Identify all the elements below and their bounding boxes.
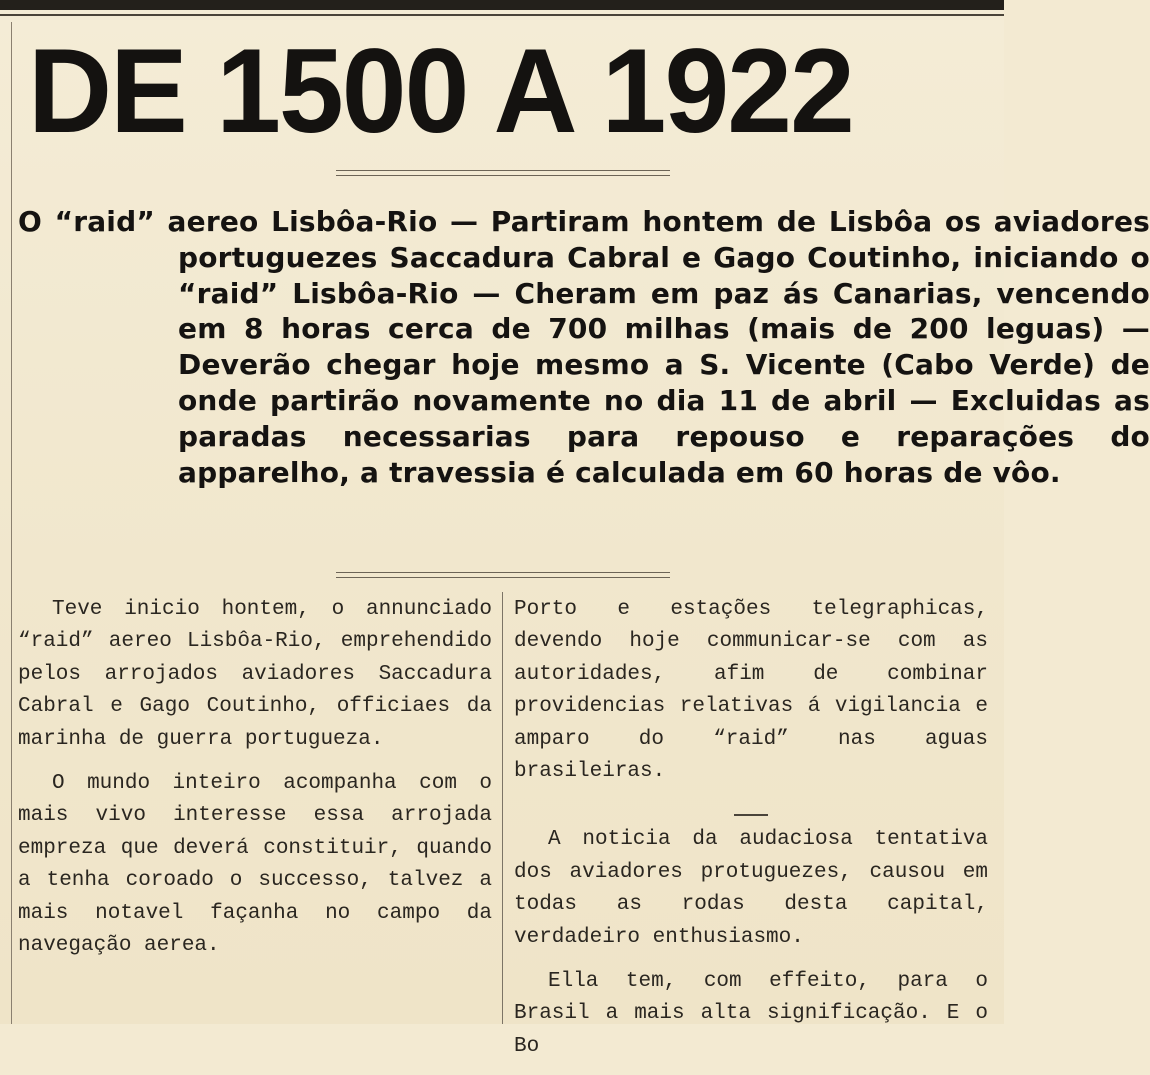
headline-separator-rule <box>336 170 670 176</box>
deck-separator-rule <box>336 572 670 578</box>
left-column-rule <box>11 22 12 1024</box>
article-paragraph: A noticia da audaciosa tentativa dos aviadores protuguezes, causou em todas as rodas desta capital, verdadeiro enthusiasmo. <box>514 828 988 949</box>
article-paragraph: Porto e estações telegraphicas, devendo hoje communicar-se com as autoridades, afim de combinar providencias relativas á vigilancia e amparo do “raid” nas aguas brasileiras. <box>514 598 988 784</box>
article-paragraph: O mundo inteiro acompanha com o mais vivo interesse essa arrojada empreza que deverá constituir, quando a tenha coroado o successo, talvez a mais notavel façanha no campo da navegação aerea. <box>18 772 492 958</box>
article-paragraph: Teve inicio hontem, o annunciado “raid” aereo Lisbôa-Rio, emprehendido pelos arrojados aviadores Saccadura Cabral e Gago Coutinho, officiaes da marinha de guerra portugueza. <box>18 598 492 751</box>
column-divider <box>502 592 503 1024</box>
headline: DE 1500 A 1922 <box>28 24 853 158</box>
deck-subheadline: O “raid” aereo Lisbôa-Rio — Partiram hontem de Lisbôa os aviadores portuguezes Saccadura Cabral e Gago Coutinho, iniciando o “raid” Lisbôa-Rio — Cheram em paz ás Canarias, vencendo em 8 horas cerca de 700 milhas (mais de 200 leguas) — Deverão chegar hoje mesmo a S. Vicente (Cabo Verde) de onde partirão novamente no dia 11 de abril — Excluidas as paradas necessarias para repouso e reparações do apparelho, a travessia é calculada em 60 horas de vôo. <box>18 205 1150 489</box>
article-paragraph: Ella tem, com effeito, para o Brasil a mais alta significação. E o Bo <box>514 970 988 1058</box>
section-dash-separator <box>514 800 988 818</box>
top-thin-rule <box>0 14 1004 16</box>
article-column-right <box>514 594 988 1075</box>
article-column-left <box>18 594 492 974</box>
top-border-rule <box>0 0 1004 10</box>
